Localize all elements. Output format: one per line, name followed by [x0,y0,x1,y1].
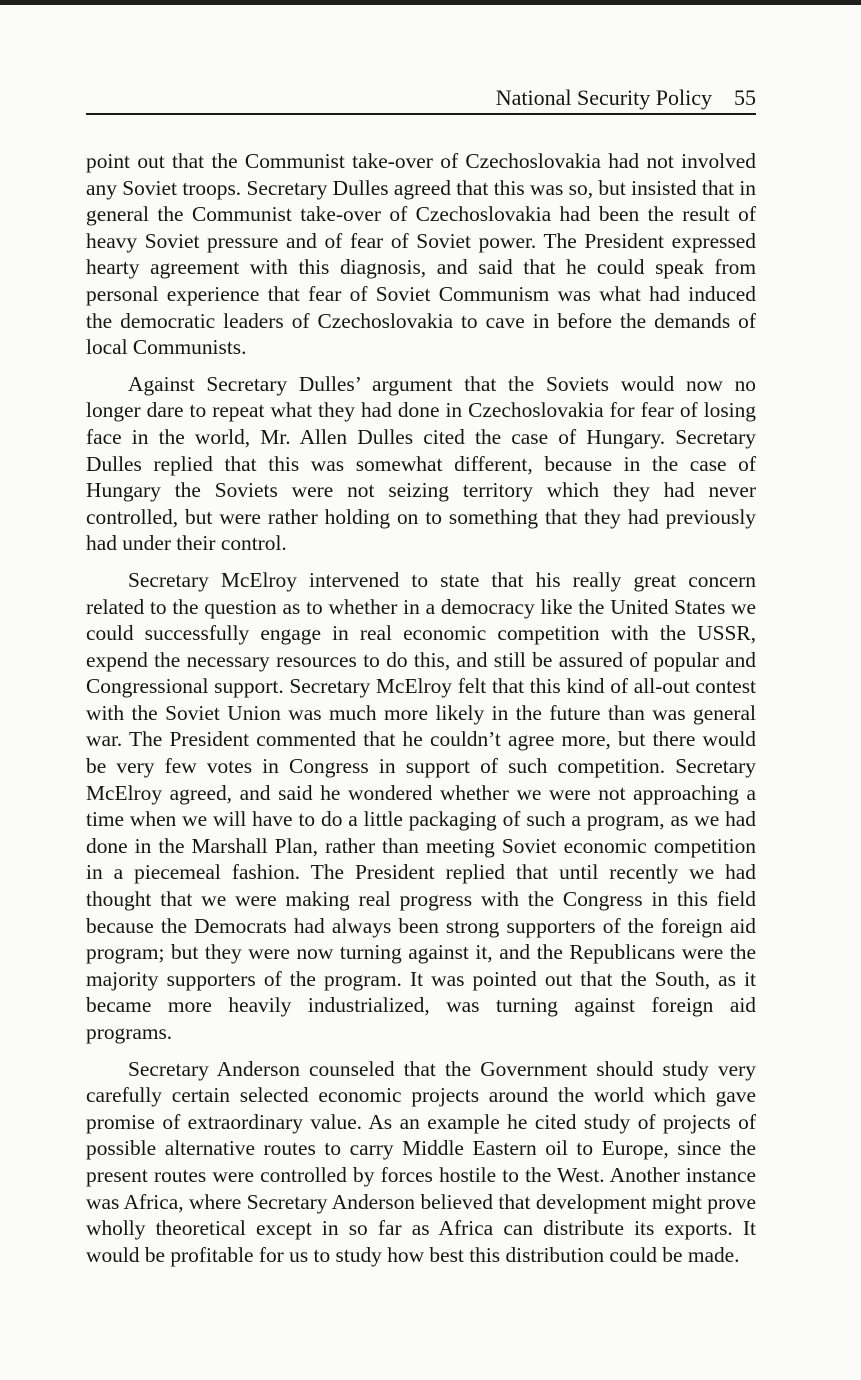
running-title: National Security Policy [495,85,712,110]
paragraph: Secretary Anderson counseled that the Government should study very carefully certain selected economic projects around the world which gave promise of extraordinary value. As an example he cited study of projects of possible alternative routes to carry Middle Eastern oil to Europe, since the present routes were controlled by forces hostile to the West. Another instance was Africa, where Secretary Anderson believed that development might prove wholly theoretical except in so far as Africa can distribute its exports. It would be profitable for us to study how best this distribution could be made. [86,1056,756,1267]
running-header [86,83,756,115]
paragraph: Against Secretary Dulles’ argument that the Soviets would now no longer dare to repeat what they had done in Czechoslovakia for fear of losing face in the world, Mr. Allen Dulles cited the case of Hungary. Secretary Dulles replied that this was somewhat different, because in the case of Hungary the Soviets were not seizing territory which they had never controlled, but were rather holding on to something that they had previously had under their control. [86,371,756,556]
paragraph-continued: point out that the Communist take-over of Czechoslovakia had not involved any Soviet troops. Secretary Dulles agreed that this was so, but insisted that in general the Communist take-over of Czechoslovakia had been the result of heavy Soviet pressure and of fear of Soviet power. The President expressed hearty agreement with this diagnosis, and said that he could speak from personal experience that fear of Soviet Communism was what had induced the democratic leaders of Czechoslovakia to cave in before the demands of local Communists. [86,149,756,360]
body-text [86,148,756,1278]
scan-edge-shadow [0,0,861,5]
paragraph: Secretary McElroy intervened to state that his really great concern related to the question as to whether in a democracy like the United States we could successfully engage in real economic competition with the USSR, expend the necessary resources to do this, and still be assured of popular and Congressional support. Secretary McElroy felt that this kind of all-out contest with the Soviet Union was much more likely in the future than was general war. The President commented that he couldn’t agree more, but there would be very few votes in Congress in support of such competition. Secretary McElroy agreed, and said he wondered whether we were not approaching a time when we will have to do a little packaging of such a program, as we had done in the Marshall Plan, rather than meeting Soviet economic competition in a piecemeal fashion. The President replied that until recently we had thought that we were making real progress with the Congress in this field because the Democrats had always been strong supporters of the foreign aid program; but they were now turning against it, and the Republicans were the majority supporters of the program. It was pointed out that the South, as it became more heavily industrialized, was turning against foreign aid programs. [86,567,756,1044]
page-number: 55 [734,85,756,110]
